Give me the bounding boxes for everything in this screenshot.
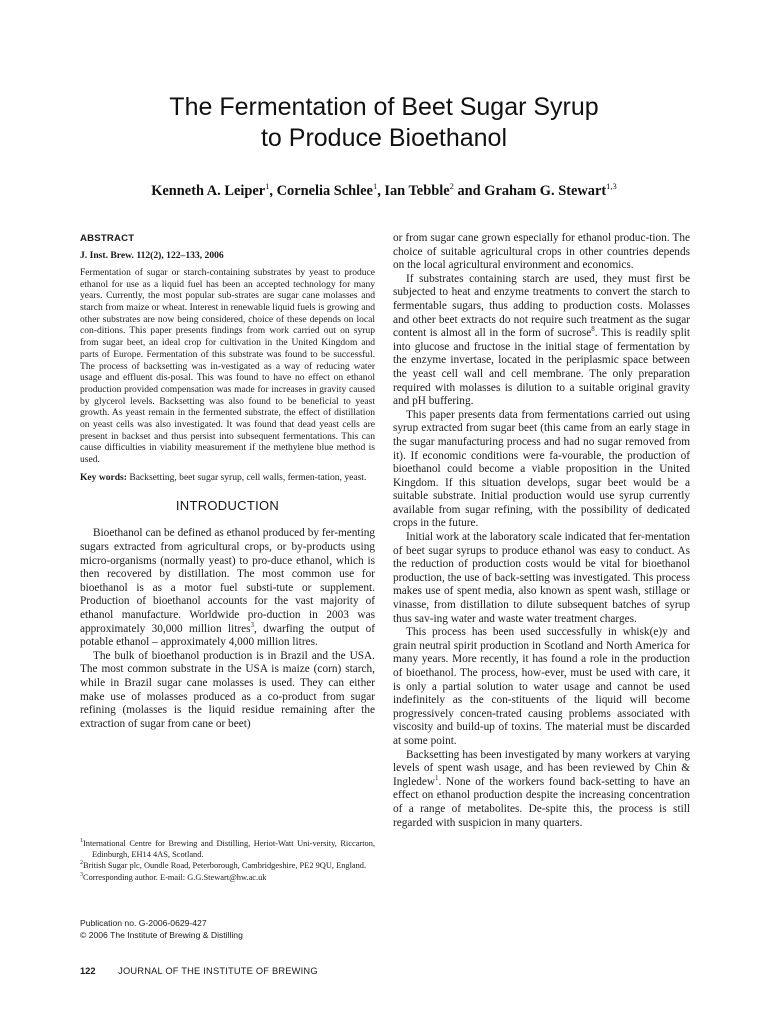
paragraph-text: , dwarfing the output of potable ethanol – approximately 4,000 million litres. — [80, 622, 375, 649]
footnote-number: 3 — [80, 871, 83, 878]
left-column — [80, 233, 375, 731]
author-affiliation: 2 — [449, 181, 454, 192]
footnote — [80, 872, 375, 883]
citation-ref: 1 — [435, 773, 439, 782]
author-name: Graham G. Stewart — [484, 183, 607, 199]
footnote-text: Corresponding author. E-mail: G.G.Stewart@hw.ac.uk — [83, 872, 267, 882]
right-column — [393, 232, 690, 830]
title-line-2: to Produce Bioethanol — [260, 124, 507, 152]
page-footer — [80, 966, 318, 976]
publication-number: Publication no. G-2006-0629-427 — [80, 918, 207, 928]
body-paragraph — [393, 273, 690, 409]
body-paragraph: or from sugar cane grown especially for ethanol produc-tion. The choice of suitable agricultural crops in other countries depends on the local agricultural environment and economics. — [393, 232, 690, 272]
footnote-number: 1 — [80, 838, 83, 845]
author-affiliation: 1 — [265, 181, 270, 192]
author-affiliation: 1,3 — [606, 181, 617, 192]
keywords — [80, 472, 375, 484]
page-number: 122 — [80, 966, 96, 976]
author-name: Cornelia Schlee — [276, 183, 373, 199]
author-separator: , — [377, 183, 385, 199]
author-separator: and — [453, 183, 485, 199]
publication-info — [80, 917, 380, 941]
journal-name: JOURNAL OF THE INSTITUTE OF BREWING — [118, 966, 318, 976]
paragraph-text: If substrates containing starch are used, they must first be subjected to heat and enzyme treatments to convert the starch to fermentable sugars, thus adding to production costs. Molasses and other beet extracts do not require such treatment as the sugar content is almost all in the form of sucrose — [393, 272, 690, 340]
paragraph-text: Backsetting has been investigated by many workers at varying levels of spent wash usage, and has been reviewed by Chin & Ingledew — [393, 748, 690, 788]
article-title — [0, 92, 768, 154]
body-paragraph: Initial work at the laboratory scale indicated that fer-mentation of beet sugar syrups to produce ethanol was easy to conduct. As the reduction of production costs would be vital for bioethanol production, the use of back-setting was investigated. This process makes use of spent media, also known as spent wash, stillage or vinasse, from distillation to dilute subsequent batches of syrup thus sav-ing water and waste water treatment charges. — [393, 531, 690, 625]
body-paragraph: This paper presents data from fermentations carried out using syrup extracted from sugar beet (this came from an early stage in the sugar manufacturing process and had no sugar removed from it). If economic conditions were fa-vourable, the production of bioethanol could become a viable proposition in the United Kingdom. If this situation develops, sugar beet would be a suitable substrate. Initial production would use syrup currently available from sugar refining, with the possibility of dedicated crops in the future. — [393, 408, 690, 530]
footnote — [80, 860, 375, 871]
author-separator: , — [269, 183, 277, 199]
author-name: Ian Tebble — [384, 183, 450, 199]
body-paragraph: This process has been used successfully in whisk(e)y and grain neutral spirit production in Scotland and North America for many years. More recently, it has found a role in the production of bioethanol. The process, how-ever, must be used with care, it is only a partial solution to water usage and cannot be used indefinitely as the con-stituents of the liquid will become progressively concen-trated causing problems associated with viscosity and build-up of toxins. The material must be discarded at some point. — [393, 626, 690, 747]
paragraph-text: . This is readily split into glucose and fructose in the initial stage of fermentation by the enzyme invertase, located in the periplasmic space between the yeast cell wall and cell membrane. The only preparation required with molasses is dilution to a suitable original gravity and pH buffering. — [393, 327, 690, 408]
paragraph-text: Bioethanol can be defined as ethanol produced by fer-menting sugars extracted from agricultural crops, or by-products using micro-organisms (normally yeast) to pro-duce ethanol, which is then recovered by distillation. The most common use for bioethanol is as a motor fuel substi-tute or supplement. Production of bioethanol accounts for the vast majority of ethanol manufacture. Worldwide pro-duction in 2003 was approximately 30,000 million litres — [80, 527, 375, 635]
intro-paragraph-1 — [80, 527, 375, 649]
abstract-text: Fermentation of sugar or starch-containing substrates by yeast to produce ethanol for use as a liquid fuel has been an accepted technology for many years. Currently, the most popular sub-strates are sugar cane molasses and starch from maize or wheat. Interest in renewable liquid fuels is growing and other substrates are now being considered, choice of these depends on local con-ditions. This paper presents findings from work carried out on syrup from sugar beet, an ideal crop for cultivation in the United Kingdom and parts of Europe. Fermentation of this substrate was found to be successful. The process of backsetting was in-vestigated as a way of reducing water usage and effluent dis-posal. This was found to have no effect on ethanol production provided compensation was made for increases in gravity caused by glycerol levels. Backsetting was also found to be beneficial to yeast growth. As yeast remain in the fermented substrate, the effect of distillation on yeast cells was also investigated. It was found that dead yeast cells are present in backset and thus persist into subsequent fermentations. This can cause difficulties in viability measurement if the methylene blue method is used. — [80, 267, 375, 465]
body-paragraph — [393, 749, 690, 831]
introduction-heading: INTRODUCTION — [175, 498, 280, 514]
footnote-number: 2 — [80, 860, 83, 867]
intro-paragraph-2: The bulk of bioethanol production is in Brazil and the USA. The most common substrate in the USA is maize (corn) starch, while in Brazil sugar cane molasses is used. They can either make use of molasses produced as a co-product from sugar refining (molasses is the liquid residue remaining after the extraction of sugar from cane or beet) — [80, 649, 375, 730]
footnote-text: International Centre for Brewing and Distilling, Heriot-Watt Uni-versity, Riccarton, Edinburgh, EH14 4AS, Scotland. — [83, 839, 375, 860]
paragraph-text: . None of the workers found back-setting to have an effect on ethanol production despite the increasing concentration of a range of metabolites. De-spite this, the process is still regarded with suspicion in many quarters. — [393, 775, 690, 829]
copyright-line: © 2006 The Institute of Brewing & Distilling — [80, 930, 243, 940]
author-name: Kenneth A. Leiper — [151, 183, 266, 199]
citation-ref: 8 — [591, 325, 595, 334]
footnotes — [80, 838, 375, 883]
author-affiliation: 1 — [372, 181, 378, 192]
keywords-list: Backsetting, beet sugar syrup, cell walls, fermen-tation, yeast. — [129, 471, 367, 483]
journal-reference: J. Inst. Brew. 112(2), 122–133, 2006 — [80, 250, 224, 261]
abstract-heading: ABSTRACT — [80, 233, 135, 244]
citation-ref: 3 — [250, 620, 255, 629]
keywords-label: Key words: — [80, 471, 127, 483]
footnote-text: British Sugar plc, Oundle Road, Peterborough, Cambridgeshire, PE2 9QU, England. — [83, 861, 367, 871]
author-list — [0, 183, 768, 200]
title-line-1: The Fermentation of Beet Sugar Syrup — [169, 93, 599, 121]
footnote — [80, 838, 375, 860]
